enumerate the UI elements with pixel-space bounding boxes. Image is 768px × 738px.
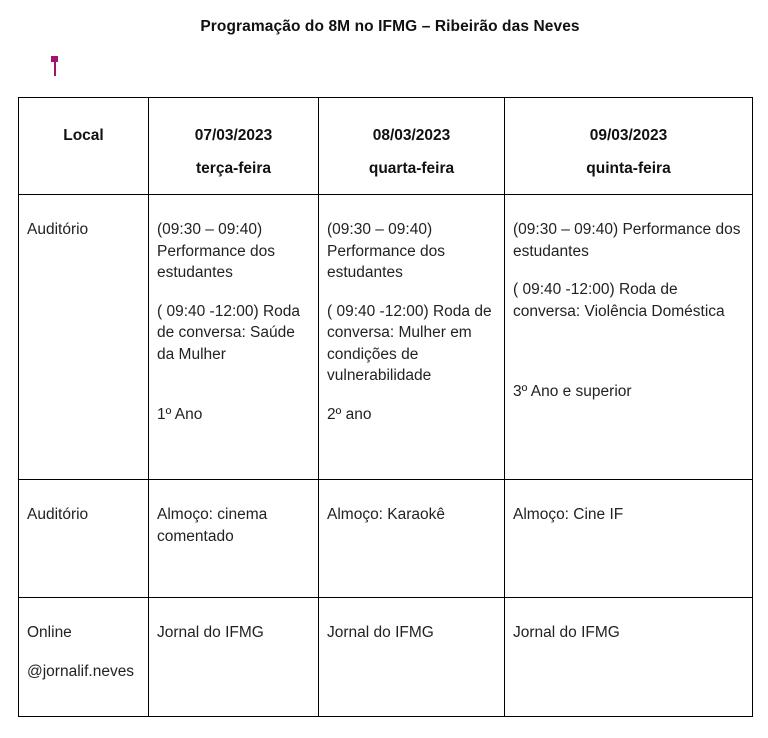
header-day-1[interactable]: [149, 98, 319, 195]
schedule-cell[interactable]: [319, 598, 505, 717]
location-label: Online: [27, 624, 72, 641]
schedule-cell[interactable]: [319, 480, 505, 598]
table-row: [19, 195, 753, 480]
header-local[interactable]: [19, 98, 149, 195]
schedule-cell[interactable]: [505, 480, 753, 598]
schedule-cell[interactable]: [319, 195, 505, 480]
header-date: 09/03/2023: [589, 127, 668, 144]
lunch-text: Almoço: Cine IF: [513, 506, 624, 523]
text-cursor-marker-icon: [51, 56, 58, 76]
roda-text: ( 09:40 -12:00) Roda de conversa: Saúde da Mulher: [157, 302, 301, 363]
performance-text: (09:30 – 09:40) Performance dos estudantes: [513, 221, 741, 260]
audience-text: 2º ano: [327, 405, 372, 423]
location-label: Auditório: [27, 221, 89, 238]
lunch-text: Almoço: cinema comentado: [157, 506, 268, 545]
header-date: 07/03/2023: [194, 127, 273, 144]
table-row: [19, 480, 753, 598]
location-cell[interactable]: [19, 480, 149, 598]
online-handle: @jornalif.neves: [27, 662, 135, 680]
audience-text: 1º Ano: [157, 406, 203, 423]
online-text: Jornal do IFMG: [157, 624, 264, 641]
roda-text: ( 09:40 -12:00) Roda de conversa: Mulher em condições de vulnerabilidade: [327, 302, 492, 384]
audience-text: 3º Ano e superior: [513, 383, 632, 400]
schedule-table: [18, 97, 753, 717]
location-cell[interactable]: [19, 195, 149, 480]
header-date: 08/03/2023: [372, 127, 451, 144]
roda-text: ( 09:40 -12:00) Roda de conversa: Violência Doméstica: [513, 281, 725, 320]
lunch-text: Almoço: Karaokê: [327, 506, 446, 523]
schedule-cell[interactable]: [149, 598, 319, 717]
location-cell[interactable]: [19, 598, 149, 717]
document-title: Programação do 8M no IFMG – Ribeirão das Neves: [200, 18, 580, 35]
schedule-cell[interactable]: [149, 480, 319, 598]
schedule-cell[interactable]: [505, 598, 753, 717]
header-local-label: Local: [63, 127, 104, 144]
table-row: [19, 598, 753, 717]
header-weekday: quinta-feira: [586, 160, 671, 177]
schedule-cell[interactable]: [505, 195, 753, 480]
online-text: Jornal do IFMG: [327, 624, 434, 641]
table-header-row: [19, 98, 753, 195]
online-text: Jornal do IFMG: [513, 624, 620, 641]
performance-text: (09:30 – 09:40) Performance dos estudantes: [157, 221, 276, 281]
cursor-marker-stem: [54, 61, 56, 76]
header-day-3[interactable]: [505, 98, 753, 195]
header-weekday: quarta-feira: [368, 160, 455, 177]
schedule-cell[interactable]: [149, 195, 319, 480]
header-day-2[interactable]: [319, 98, 505, 195]
performance-text: (09:30 – 09:40) Performance dos estudantes: [327, 221, 446, 281]
header-weekday: terça-feira: [196, 160, 271, 177]
location-label: Auditório: [27, 506, 89, 523]
